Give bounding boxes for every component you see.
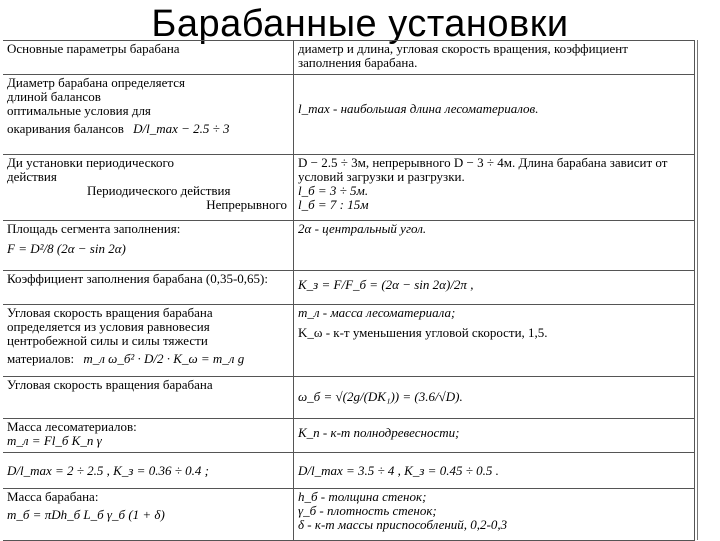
row3-right-line2: l_б = 3 ÷ 5м. [298, 183, 369, 198]
row6-left-line4: материалов: [7, 351, 75, 366]
row2-formula: D/l_max − 2.5 ÷ 3 [133, 121, 230, 136]
row2-left-line2: длиной балансов [7, 89, 101, 104]
table-row [3, 419, 695, 453]
row6-left-formula-line [7, 352, 289, 366]
row10-left-text: Масса барабана: [7, 489, 99, 504]
row3-left-line3: Периодического действия [87, 183, 231, 198]
row10-left [3, 489, 294, 541]
row6-right-line1: m_л - масса лесоматериала; [298, 305, 456, 320]
row2-left-formula-line [7, 122, 289, 136]
row9-formula: D/l_max = 2 ÷ 2.5 , K_з = 0.36 ÷ 0.4 ; [7, 463, 209, 478]
row3-left-line4: Непрерывного [206, 197, 287, 212]
row6-right-line2: K_ω - к-т уменьшения угловой скорости, 1,5. [298, 325, 548, 340]
row2-right [294, 75, 695, 155]
row2-left-line1: Диаметр барабана определяется [7, 75, 185, 90]
row4-right-text: 2α - центральный угол. [298, 221, 427, 236]
row8-left-text: Масса лесоматериалов: [7, 419, 137, 434]
row9-right-formula: D/l_max = 3.5 ÷ 4 , K_з = 0.45 ÷ 0.5 . [298, 463, 499, 478]
row8-left [3, 419, 294, 453]
table-row [3, 271, 695, 305]
row10-right-line3: δ - к-т массы приспособлений, 0,2-0,3 [298, 517, 508, 532]
row10-right [294, 489, 695, 541]
right-border-line [697, 40, 698, 540]
table-row [3, 305, 695, 377]
row4-left [3, 221, 294, 271]
row2-left-line4: окаривания балансов [7, 121, 124, 136]
table-row [3, 75, 695, 155]
row6-right [294, 305, 695, 377]
table-row [3, 377, 695, 419]
row2-left [3, 75, 294, 155]
row3-right [294, 155, 695, 221]
row9-left [3, 453, 294, 489]
row8-formula: m_л = Fl_б K_п γ [7, 433, 102, 448]
row8-right [294, 419, 695, 453]
row5-formula: K_з = F/F_б = (2α − sin 2α)/2π , [298, 277, 474, 292]
table-row [3, 489, 695, 541]
row2-right-text: l_max - наибольшая длина лесоматериалов. [298, 101, 539, 116]
row8-right-text: K_п - к-т полнодревесности; [298, 425, 460, 440]
row7-left: Угловая скорость вращения барабана [3, 377, 294, 419]
row10-right-line1: h_б - толщина стенок; [298, 489, 427, 504]
row3-right-text: D − 2.5 ÷ 3м, непрерывного D − 3 ÷ 4м. Длина барабана зависит от условий загрузки и разгрузки. [298, 155, 668, 184]
table-row [3, 41, 695, 75]
row4-left-text: Площадь сегмента заполнения: [7, 221, 181, 236]
row9-right [294, 453, 695, 489]
table-row [3, 453, 695, 489]
row2-left-line3: оптимальные условия для [7, 103, 151, 118]
row5-left: Коэффициент заполнения барабана (0,35-0,65): [3, 271, 294, 305]
row7-right [294, 377, 695, 419]
table-row [3, 155, 695, 221]
parameters-table [3, 40, 695, 541]
row3-right-line3: l_б = 7 : 15м [298, 197, 369, 212]
table-row [3, 221, 695, 271]
row3-left-line1: Ди установки периодического [7, 155, 175, 170]
row7-formula: ω_б = √(2g/(DK₁)) = (3.6/√D). [298, 389, 463, 404]
row6-left-line2: определяется из условия равновесия [7, 319, 210, 334]
row10-right-line2: γ_б - плотность стенок; [298, 503, 437, 518]
slide-title: Барабанные установки [151, 3, 569, 45]
row10-formula: m_б = πDh_б L_б γ_б (1 + δ) [7, 507, 165, 522]
row6-formula: m_л ω_б² · D/2 · K_ω = m_л g [83, 351, 245, 366]
row3-left-line2: действия [7, 169, 57, 184]
row4-formula: F = D²/8 (2α − sin 2α) [7, 241, 126, 256]
row1-left: Основные параметры барабана [3, 41, 294, 75]
row6-left [3, 305, 294, 377]
row1-right: диаметр и длина, угловая скорость вращения, коэффициент заполнения барабана. [294, 41, 695, 75]
row3-left [3, 155, 294, 221]
row6-left-line3: центробежной силы и силы тяжести [7, 333, 208, 348]
row6-left-line1: Угловая скорость вращения барабана [7, 305, 213, 320]
row5-right [294, 271, 695, 305]
row4-right [294, 221, 695, 271]
